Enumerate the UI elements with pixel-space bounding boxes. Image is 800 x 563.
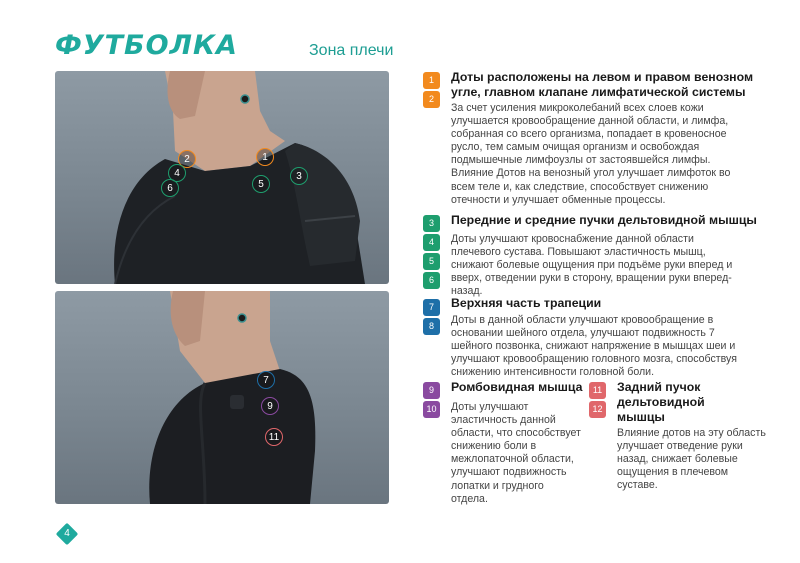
badges-deltoid-rear [589,382,606,418]
section-heading-deltoid-front: Передние и средние пучки дельтовидной мышцы [451,213,757,227]
page-number: 4 [64,528,70,539]
page-title: ФУТБОЛКА [55,30,238,61]
badge-5: 5 [423,253,440,270]
badge-4: 4 [423,234,440,251]
section-heading-venous-angle: Доты расположены на левом и правом венозном углe, главном клапане лимфатической системы [451,70,754,99]
dot-2: 2 [178,150,196,168]
dot-4: 4 [168,164,186,182]
section-heading-rhomboid: Ромбовидная мышца [451,380,583,394]
badges-rhomboid [423,382,440,418]
badge-6: 6 [423,272,440,289]
dot-9: 9 [261,397,279,415]
section-heading-trapezius: Верхняя часть трапеции [451,296,602,310]
dot-3: 3 [290,167,308,185]
section-heading-deltoid-rear: Задний пучок дельтовидной мышцы [617,380,705,424]
badge-7: 7 [423,299,440,316]
photo-side-view [55,291,389,504]
badges-venous-angle [423,72,440,108]
section-text-venous-angle: За счет усиления микроколебаний всех слоев кожи улучшается кровообращение данной области, и лимфа, собранная со всего организма, попадает в кровеносное русло, тем самым очищая организм и освобождая подмышечные лимфоузлы от застоявшейся лимфы. Влияние Дотов на венозный угол улучшает лимфоток во всем теле и, как следствие, способствует снижению отечности и улучшает обменные процессы. [451,102,731,206]
photo-front-illustration [55,71,389,284]
dot-1: 1 [256,148,274,166]
dot-7: 7 [257,371,275,389]
section-text-deltoid-front: Доты улучшают кровоснабжение данной области плечевого сустава. Повышают эластичность мышц, снижают болевые ощущения при подъёме руки вперед и вверх, отведении руки в сторону, вращении руки вперед-назад. [451,233,733,298]
badges-trapezius [423,299,440,335]
badges-deltoid-front [423,215,440,289]
badge-8: 8 [423,318,440,335]
photo-front-view [55,71,389,284]
badge-10: 10 [423,401,440,418]
badge-3: 3 [423,215,440,232]
section-text-rhomboid: Доты улучшают эластичность данной области, что способствует снижению боли в межлопаточной области, улучшают подвижность лопатки и грудного отдела. [451,401,581,505]
dot-6: 6 [161,179,179,197]
badge-9: 9 [423,382,440,399]
section-text-trapezius: Доты в данной области улучшают кровообращение в основании шейного отдела, улучшают подвижность 7 шейного позвонка, снижают напряжение в мышцах шеи и улучшают кровообращению головного мозга, способствуя снижению интенсивности головной боли. [451,314,737,379]
section-text-deltoid-rear: Влияние дотов на эту область улучшает отведение руки назад, снижает болевые ощущения в плечевом суставе. [617,427,766,492]
badge-11: 11 [589,382,606,399]
zone-subtitle: Зона плечи [309,42,394,59]
dot-11: 11 [265,428,283,446]
badge-2: 2 [423,91,440,108]
badge-12: 12 [589,401,606,418]
badge-1: 1 [423,72,440,89]
photo-side-illustration [55,291,389,504]
dot-5: 5 [252,175,270,193]
page-number-badge [56,523,79,546]
